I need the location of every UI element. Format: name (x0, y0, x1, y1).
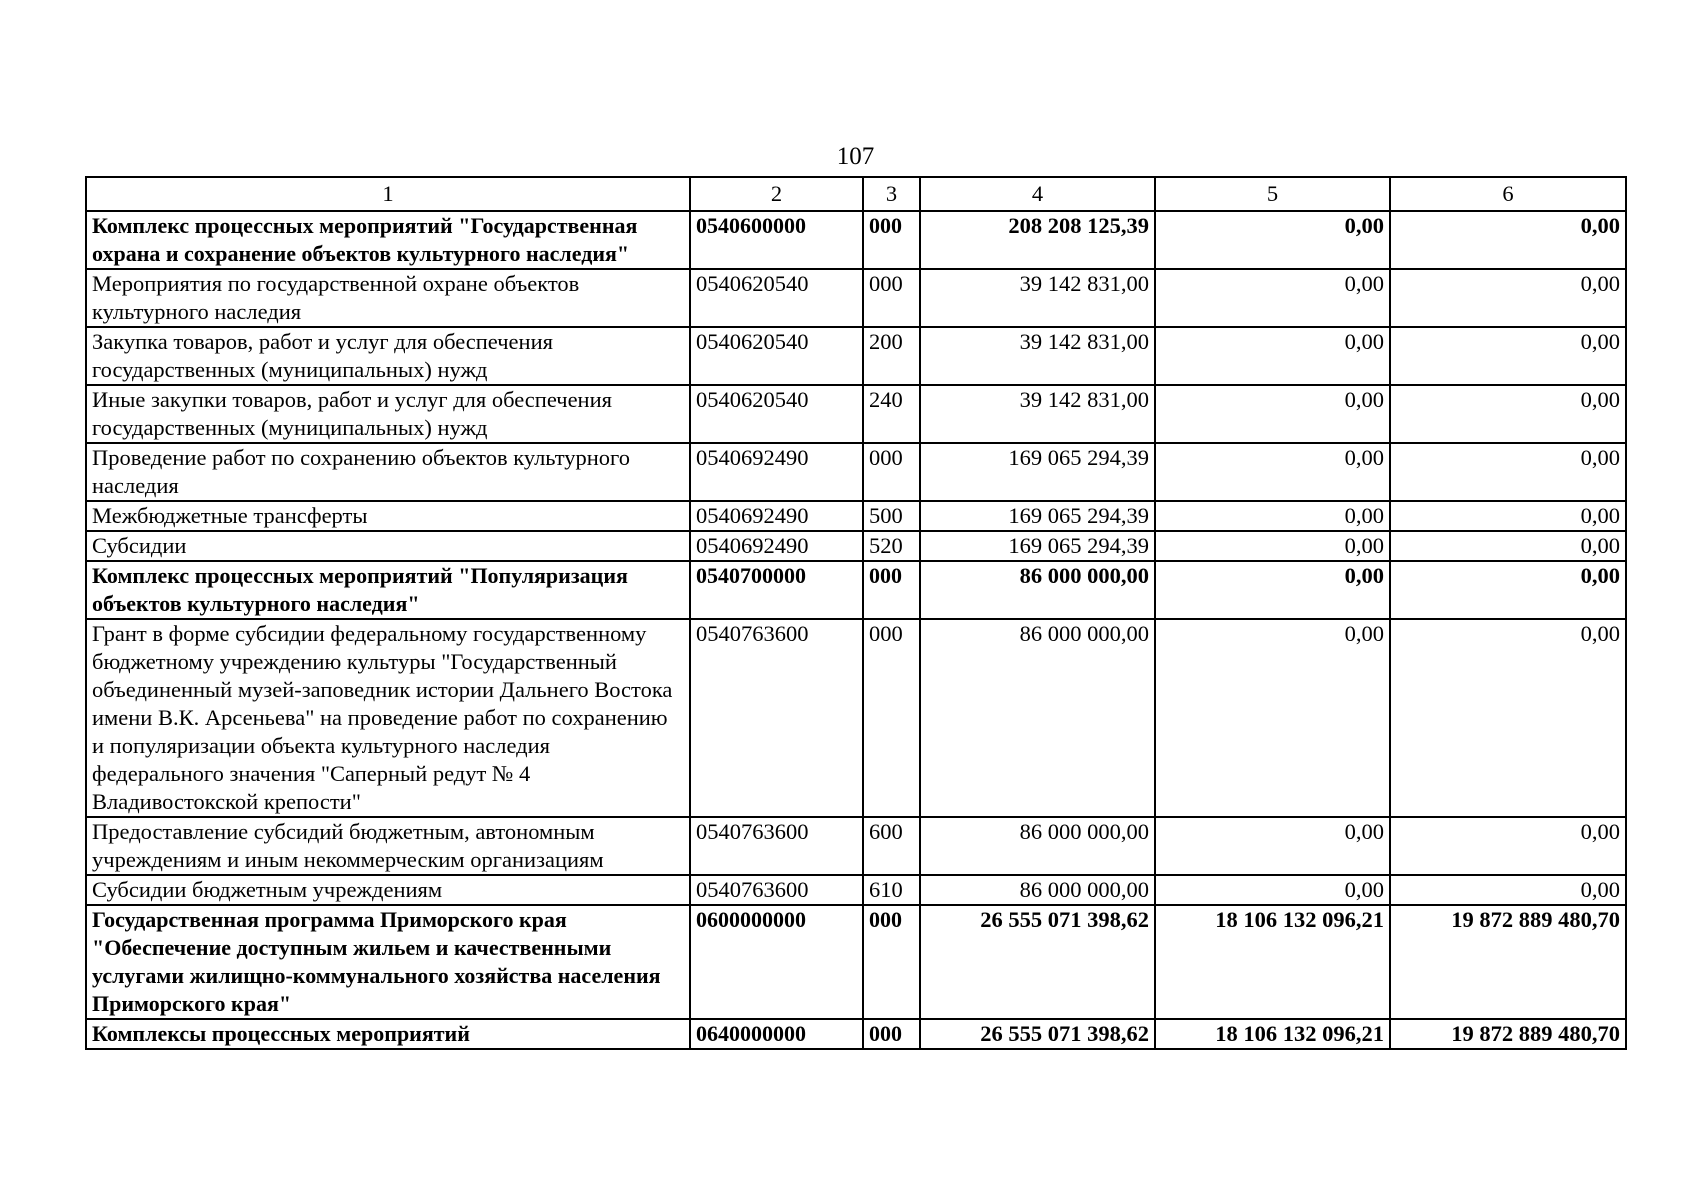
amount-col4-cell: 39 142 831,00 (920, 385, 1155, 443)
expense-type-cell: 500 (863, 501, 920, 531)
item-name-cell: Предоставление субсидий бюджетным, автономным учреждениям и иным некоммерческим организациям (86, 817, 690, 875)
amount-col6-cell: 0,00 (1390, 211, 1626, 269)
item-name-cell: Государственная программа Приморского края "Обеспечение доступным жильем и качественными услугами жилищно-коммунального хозяйства населения Приморского края" (86, 905, 690, 1019)
item-name-cell: Иные закупки товаров, работ и услуг для обеспечения государственных (муниципальных) нужд (86, 385, 690, 443)
table-row (86, 501, 1626, 531)
expense-type-cell: 000 (863, 619, 920, 817)
target-code-cell: 0540692490 (690, 531, 863, 561)
header-cell: 4 (920, 177, 1155, 211)
target-code-cell: 0540692490 (690, 501, 863, 531)
page-number: 107 (836, 143, 875, 170)
amount-col5-cell: 0,00 (1155, 561, 1390, 619)
amount-col5-cell: 0,00 (1155, 501, 1390, 531)
table-row (86, 817, 1626, 875)
amount-col6-cell: 19 872 889 480,70 (1390, 1019, 1626, 1049)
item-name-cell: Комплекс процессных мероприятий "Государственная охрана и сохранение объектов культурного наследия" (86, 211, 690, 269)
table-row (86, 905, 1626, 1019)
budget-table (85, 176, 1627, 1050)
amount-col6-cell: 0,00 (1390, 619, 1626, 817)
expense-type-cell: 520 (863, 531, 920, 561)
expense-type-cell: 600 (863, 817, 920, 875)
target-code-cell: 0540700000 (690, 561, 863, 619)
amount-col5-cell: 0,00 (1155, 875, 1390, 905)
amount-col4-cell: 26 555 071 398,62 (920, 1019, 1155, 1049)
table-row (86, 619, 1626, 817)
item-name-cell: Закупка товаров, работ и услуг для обеспечения государственных (муниципальных) нужд (86, 327, 690, 385)
amount-col6-cell: 0,00 (1390, 817, 1626, 875)
amount-col6-cell: 0,00 (1390, 443, 1626, 501)
amount-col6-cell: 0,00 (1390, 327, 1626, 385)
table-row (86, 211, 1626, 269)
item-name-cell: Межбюджетные трансферты (86, 501, 690, 531)
amount-col4-cell: 26 555 071 398,62 (920, 905, 1155, 1019)
target-code-cell: 0540620540 (690, 385, 863, 443)
table-row (86, 443, 1626, 501)
item-name-cell: Комплекс процессных мероприятий "Популяризация объектов культурного наследия" (86, 561, 690, 619)
table-row (86, 385, 1626, 443)
header-row (86, 177, 1626, 211)
amount-col5-cell: 0,00 (1155, 443, 1390, 501)
expense-type-cell: 000 (863, 211, 920, 269)
table-row (86, 269, 1626, 327)
target-code-cell: 0540763600 (690, 875, 863, 905)
amount-col4-cell: 169 065 294,39 (920, 501, 1155, 531)
expense-type-cell: 610 (863, 875, 920, 905)
item-name-cell: Грант в форме субсидии федеральному государственному бюджетному учреждению культуры "Государственный объединенный музей-заповедник истории Дальнего Востока имени В.К. Арсеньева" на проведение работ по сохранению и популяризации объекта культурного наследия федерального значения "Саперный редут № 4 Владивостокской крепости" (86, 619, 690, 817)
table-row (86, 875, 1626, 905)
table-row (86, 531, 1626, 561)
expense-type-cell: 200 (863, 327, 920, 385)
amount-col6-cell: 0,00 (1390, 561, 1626, 619)
item-name-cell: Субсидии бюджетным учреждениям (86, 875, 690, 905)
expense-type-cell: 000 (863, 443, 920, 501)
item-name-cell: Мероприятия по государственной охране объектов культурного наследия (86, 269, 690, 327)
header-cell: 2 (690, 177, 863, 211)
target-code-cell: 0540620540 (690, 269, 863, 327)
amount-col4-cell: 86 000 000,00 (920, 619, 1155, 817)
item-name-cell: Субсидии (86, 531, 690, 561)
amount-col4-cell: 86 000 000,00 (920, 817, 1155, 875)
amount-col5-cell: 0,00 (1155, 211, 1390, 269)
header-cell: 3 (863, 177, 920, 211)
amount-col5-cell: 0,00 (1155, 619, 1390, 817)
amount-col6-cell: 0,00 (1390, 875, 1626, 905)
target-code-cell: 0600000000 (690, 905, 863, 1019)
amount-col6-cell: 0,00 (1390, 269, 1626, 327)
table-row (86, 1019, 1626, 1049)
item-name-cell: Комплексы процессных мероприятий (86, 1019, 690, 1049)
amount-col6-cell: 0,00 (1390, 531, 1626, 561)
expense-type-cell: 000 (863, 561, 920, 619)
header-cell: 5 (1155, 177, 1390, 211)
amount-col4-cell: 39 142 831,00 (920, 327, 1155, 385)
expense-type-cell: 000 (863, 269, 920, 327)
table-row (86, 327, 1626, 385)
amount-col5-cell: 0,00 (1155, 327, 1390, 385)
amount-col4-cell: 39 142 831,00 (920, 269, 1155, 327)
amount-col5-cell: 0,00 (1155, 269, 1390, 327)
expense-type-cell: 000 (863, 1019, 920, 1049)
amount-col5-cell: 0,00 (1155, 531, 1390, 561)
amount-col6-cell: 0,00 (1390, 385, 1626, 443)
amount-col4-cell: 169 065 294,39 (920, 531, 1155, 561)
amount-col4-cell: 86 000 000,00 (920, 875, 1155, 905)
target-code-cell: 0540692490 (690, 443, 863, 501)
target-code-cell: 0540620540 (690, 327, 863, 385)
amount-col5-cell: 0,00 (1155, 385, 1390, 443)
amount-col4-cell: 208 208 125,39 (920, 211, 1155, 269)
amount-col5-cell: 18 106 132 096,21 (1155, 1019, 1390, 1049)
expense-type-cell: 240 (863, 385, 920, 443)
header-cell: 1 (86, 177, 690, 211)
table-row (86, 561, 1626, 619)
amount-col5-cell: 0,00 (1155, 817, 1390, 875)
amount-col4-cell: 86 000 000,00 (920, 561, 1155, 619)
expense-type-cell: 000 (863, 905, 920, 1019)
header-cell: 6 (1390, 177, 1626, 211)
target-code-cell: 0540600000 (690, 211, 863, 269)
amount-col6-cell: 19 872 889 480,70 (1390, 905, 1626, 1019)
amount-col4-cell: 169 065 294,39 (920, 443, 1155, 501)
table-body (86, 211, 1626, 1049)
amount-col6-cell: 0,00 (1390, 501, 1626, 531)
target-code-cell: 0640000000 (690, 1019, 863, 1049)
target-code-cell: 0540763600 (690, 817, 863, 875)
target-code-cell: 0540763600 (690, 619, 863, 817)
amount-col5-cell: 18 106 132 096,21 (1155, 905, 1390, 1019)
item-name-cell: Проведение работ по сохранению объектов культурного наследия (86, 443, 690, 501)
